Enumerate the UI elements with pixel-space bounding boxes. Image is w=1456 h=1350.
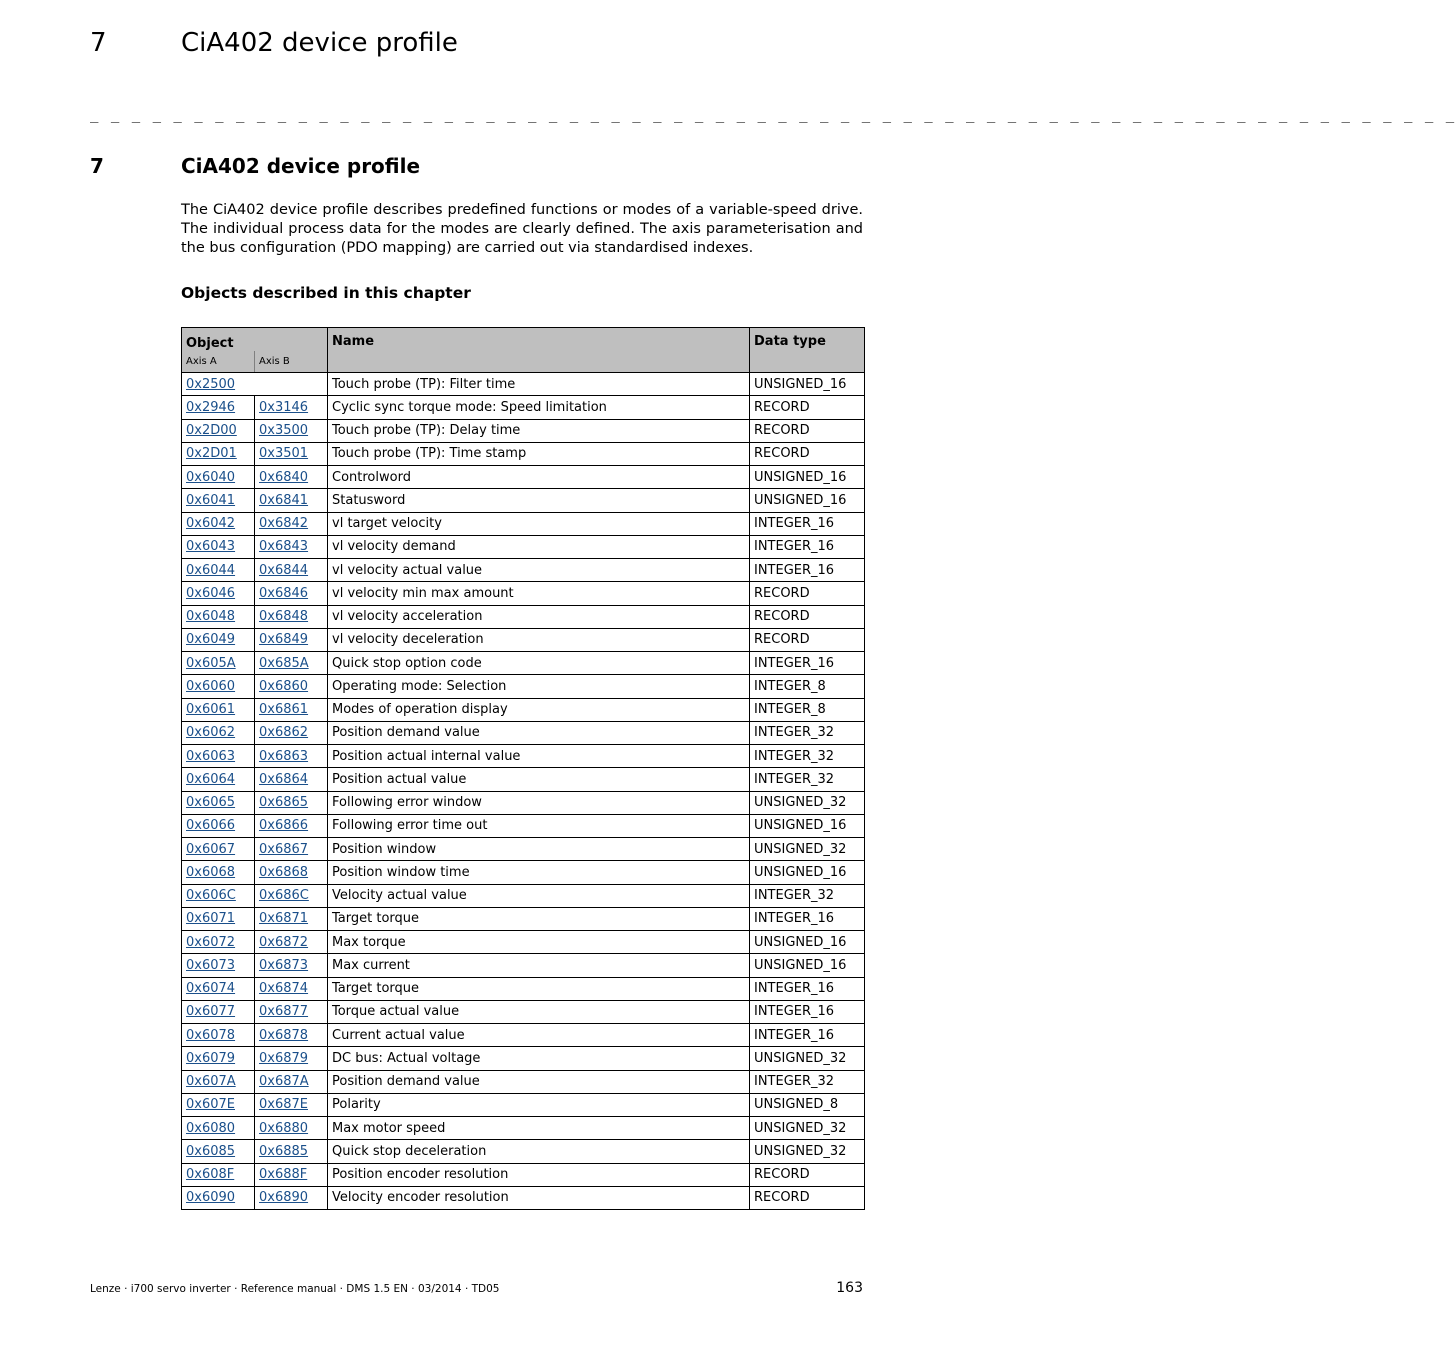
cell-axis-b-link[interactable]: 0x6860 <box>259 678 309 694</box>
cell-axis-a <box>182 1024 255 1047</box>
cell-axis-a-link[interactable]: 0x6042 <box>186 516 236 532</box>
cell-axis-a <box>182 861 255 884</box>
table-row <box>182 512 865 535</box>
cell-axis-b-link[interactable]: 0x3146 <box>259 399 309 415</box>
cell-axis-b <box>255 512 328 535</box>
intro-paragraph: The CiA402 device profile describes predefined functions or modes of a variable-speed drive. The individual process data for the modes are clearly defined. The axis parameterisation and the bus configuration (PDO mapping) are carried out via standardised indexes. <box>181 202 863 256</box>
cell-axis-a-link[interactable]: 0x2D00 <box>186 423 237 439</box>
cell-axis-b-link[interactable]: 0x6846 <box>259 585 309 601</box>
cell-axis-b <box>255 1140 328 1163</box>
cell-axis-a-link[interactable]: 0x607E <box>186 1097 235 1113</box>
cell-axis-a <box>182 535 255 558</box>
table-row <box>182 768 865 791</box>
cell-axis-b-link[interactable]: 0x6840 <box>259 469 309 485</box>
cell-axis-a <box>182 466 255 489</box>
cell-axis-a-link[interactable]: 0x6072 <box>186 934 236 950</box>
cell-axis-b <box>255 1117 328 1140</box>
cell-axis-a-link[interactable]: 0x6065 <box>186 795 236 811</box>
header-separator: _ _ _ _ _ _ _ _ _ _ _ _ _ _ _ _ _ _ _ _ _ _ _ _ _ _ _ _ _ _ _ _ _ _ _ _ _ _ _ _ _ _ _ _ _ _ _ _ _ _ _ _ _ _ _ _ _ _ _ _ _ _ _ _ _ _ <box>90 107 1456 123</box>
cell-name: vl velocity acceleration <box>328 605 750 628</box>
table-body <box>182 373 865 1210</box>
cell-axis-b-link[interactable]: 0x6879 <box>259 1050 309 1066</box>
table-row <box>182 489 865 512</box>
cell-axis-a-link[interactable]: 0x606C <box>186 888 236 904</box>
cell-name: Statusword <box>328 489 750 512</box>
table-row <box>182 559 865 582</box>
cell-data-type: UNSIGNED_32 <box>750 838 865 861</box>
cell-axis-b-link[interactable]: 0x6844 <box>259 562 309 578</box>
cell-data-type: UNSIGNED_16 <box>750 466 865 489</box>
cell-axis-a-link[interactable]: 0x6090 <box>186 1190 236 1206</box>
cell-axis-b-link[interactable]: 0x3500 <box>259 423 309 439</box>
cell-axis-b <box>255 931 328 954</box>
cell-data-type: UNSIGNED_16 <box>750 373 865 396</box>
cell-axis-a-link[interactable]: 0x2D01 <box>186 446 237 462</box>
table-row <box>182 652 865 675</box>
cell-axis-a-link[interactable]: 0x2500 <box>186 376 236 392</box>
table-row <box>182 838 865 861</box>
cell-data-type: UNSIGNED_32 <box>750 1047 865 1070</box>
table-row <box>182 791 865 814</box>
cell-name: Velocity encoder resolution <box>328 1186 750 1209</box>
cell-axis-b <box>255 582 328 605</box>
cell-axis-b-link[interactable]: 0x6872 <box>259 934 309 950</box>
cell-data-type: UNSIGNED_16 <box>750 861 865 884</box>
cell-axis-a <box>182 1047 255 1070</box>
table-row <box>182 745 865 768</box>
cell-axis-a <box>182 698 255 721</box>
cell-data-type: UNSIGNED_16 <box>750 489 865 512</box>
table-row <box>182 419 865 442</box>
cell-name: Position actual value <box>328 768 750 791</box>
cell-name: Position window <box>328 838 750 861</box>
cell-axis-b <box>255 675 328 698</box>
cell-data-type: INTEGER_16 <box>750 559 865 582</box>
cell-data-type: RECORD <box>750 605 865 628</box>
cell-axis-b <box>255 605 328 628</box>
cell-axis-b <box>255 628 328 651</box>
cell-data-type: RECORD <box>750 1163 865 1186</box>
cell-name: Target torque <box>328 907 750 930</box>
cell-axis-a <box>182 1093 255 1116</box>
cell-axis-a-link[interactable]: 0x6049 <box>186 632 236 648</box>
table-row <box>182 698 865 721</box>
table-row <box>182 373 865 396</box>
cell-axis-a-link[interactable]: 0x6044 <box>186 562 236 578</box>
cell-name: Modes of operation display <box>328 698 750 721</box>
cell-axis-b <box>255 535 328 558</box>
cell-axis-b-link[interactable]: 0x6866 <box>259 818 309 834</box>
cell-axis-b-link[interactable]: 0x6867 <box>259 841 309 857</box>
cell-data-type: INTEGER_8 <box>750 675 865 698</box>
cell-axis-a-link[interactable]: 0x6061 <box>186 702 236 718</box>
table-row <box>182 907 865 930</box>
cell-axis-b-link[interactable]: 0x687E <box>259 1097 308 1113</box>
cell-name: Position encoder resolution <box>328 1163 750 1186</box>
cell-data-type: UNSIGNED_16 <box>750 954 865 977</box>
cell-axis-b <box>255 559 328 582</box>
cell-name: vl velocity actual value <box>328 559 750 582</box>
cell-axis-a-link[interactable]: 0x6068 <box>186 864 236 880</box>
cell-axis-a-link[interactable]: 0x6066 <box>186 818 236 834</box>
table-row <box>182 605 865 628</box>
cell-axis-b <box>255 1000 328 1023</box>
cell-axis-b <box>255 838 328 861</box>
cell-name: Position demand value <box>328 721 750 744</box>
chapter-number: 7 <box>90 28 107 58</box>
cell-data-type: INTEGER_8 <box>750 698 865 721</box>
cell-axis-b <box>255 884 328 907</box>
cell-data-type: RECORD <box>750 1186 865 1209</box>
cell-axis-a <box>182 582 255 605</box>
cell-data-type: UNSIGNED_32 <box>750 1117 865 1140</box>
cell-axis-a <box>182 768 255 791</box>
cell-axis-b-link[interactable]: 0x6885 <box>259 1143 309 1159</box>
cell-axis-b-link[interactable]: 0x6849 <box>259 632 309 648</box>
table-row <box>182 628 865 651</box>
table-row <box>182 931 865 954</box>
table-row <box>182 1093 865 1116</box>
cell-axis-a-link[interactable]: 0x607A <box>186 1074 236 1090</box>
cell-axis-a <box>182 907 255 930</box>
header-axis-a: Axis A <box>182 351 255 373</box>
cell-axis-b <box>255 977 328 1000</box>
cell-axis-b-link[interactable]: 0x6864 <box>259 771 309 787</box>
cell-axis-a-link[interactable]: 0x6064 <box>186 771 236 787</box>
cell-data-type: INTEGER_16 <box>750 907 865 930</box>
cell-axis-b <box>255 791 328 814</box>
cell-axis-a-link[interactable]: 0x6071 <box>186 911 236 927</box>
cell-data-type: RECORD <box>750 582 865 605</box>
cell-data-type: UNSIGNED_16 <box>750 814 865 837</box>
cell-axis-b <box>255 652 328 675</box>
cell-axis-b-link[interactable]: 0x6877 <box>259 1004 309 1020</box>
cell-axis-b <box>255 721 328 744</box>
cell-data-type: RECORD <box>750 442 865 465</box>
cell-axis-b-link[interactable]: 0x6873 <box>259 957 309 973</box>
table-row <box>182 1163 865 1186</box>
cell-axis-b <box>255 814 328 837</box>
cell-axis-a-link[interactable]: 0x605A <box>186 655 236 671</box>
header-data-type: Data type <box>750 328 865 373</box>
cell-name: Cyclic sync torque mode: Speed limitation <box>328 396 750 419</box>
cell-name: Target torque <box>328 977 750 1000</box>
cell-axis-a <box>182 977 255 1000</box>
cell-axis-a <box>182 954 255 977</box>
cell-name: Max current <box>328 954 750 977</box>
cell-axis-a <box>182 419 255 442</box>
cell-axis-b-link[interactable]: 0x6863 <box>259 748 309 764</box>
cell-axis-a-link[interactable]: 0x608F <box>186 1167 235 1183</box>
table-row <box>182 675 865 698</box>
cell-axis-b <box>255 1047 328 1070</box>
cell-axis-a-link[interactable]: 0x6067 <box>186 841 236 857</box>
cell-name: Quick stop option code <box>328 652 750 675</box>
cell-name: Quick stop deceleration <box>328 1140 750 1163</box>
cell-data-type: UNSIGNED_8 <box>750 1093 865 1116</box>
cell-axis-a <box>182 512 255 535</box>
cell-axis-a <box>182 489 255 512</box>
cell-name: Velocity actual value <box>328 884 750 907</box>
cell-axis-b <box>255 768 328 791</box>
cell-axis-a-link[interactable]: 0x6043 <box>186 539 236 555</box>
cell-data-type: INTEGER_32 <box>750 884 865 907</box>
table-row <box>182 1000 865 1023</box>
cell-data-type: INTEGER_16 <box>750 535 865 558</box>
cell-name: Position actual internal value <box>328 745 750 768</box>
cell-axis-a <box>182 652 255 675</box>
cell-axis-a-link[interactable]: 0x6073 <box>186 957 236 973</box>
cell-axis-b-link[interactable]: 0x6861 <box>259 702 309 718</box>
table-row <box>182 861 865 884</box>
cell-axis-b <box>255 1186 328 1209</box>
cell-axis-a-link[interactable]: 0x6048 <box>186 609 236 625</box>
cell-name: Touch probe (TP): Filter time <box>328 373 750 396</box>
cell-data-type: INTEGER_32 <box>750 745 865 768</box>
cell-axis-b-link[interactable]: 0x687A <box>259 1074 309 1090</box>
table-row <box>182 582 865 605</box>
cell-axis-a <box>182 559 255 582</box>
cell-data-type: INTEGER_16 <box>750 1000 865 1023</box>
cell-axis-b-link[interactable]: 0x6841 <box>259 492 309 508</box>
subheading: Objects described in this chapter <box>181 284 471 302</box>
cell-axis-a-link[interactable]: 0x6041 <box>186 492 236 508</box>
cell-axis-a <box>182 628 255 651</box>
table-row <box>182 535 865 558</box>
cell-axis-b <box>255 489 328 512</box>
cell-data-type: RECORD <box>750 628 865 651</box>
section-title: CiA402 device profile <box>181 154 421 178</box>
cell-axis-b <box>255 1070 328 1093</box>
cell-axis-b <box>255 396 328 419</box>
cell-axis-b-link[interactable]: 0x6865 <box>259 795 309 811</box>
header-axis-b: Axis B <box>255 351 328 373</box>
cell-axis-b <box>255 954 328 977</box>
table-row <box>182 1070 865 1093</box>
table-row <box>182 1186 865 1209</box>
cell-axis-a <box>182 931 255 954</box>
cell-name: Max motor speed <box>328 1117 750 1140</box>
cell-axis-a-link[interactable]: 0x6080 <box>186 1120 236 1136</box>
cell-axis-b-link[interactable]: 0x6842 <box>259 516 309 532</box>
cell-axis-b-link[interactable]: 0x685A <box>259 655 309 671</box>
cell-axis-a-link[interactable]: 0x6077 <box>186 1004 236 1020</box>
cell-axis-a-link[interactable]: 0x6060 <box>186 678 236 694</box>
cell-axis-a-link[interactable]: 0x6063 <box>186 748 236 764</box>
cell-axis-b-link[interactable]: 0x6878 <box>259 1027 309 1043</box>
cell-axis-b-link[interactable]: 0x3501 <box>259 446 309 462</box>
table-row <box>182 396 865 419</box>
cell-data-type: INTEGER_16 <box>750 1024 865 1047</box>
cell-axis-a <box>182 745 255 768</box>
cell-name: Polarity <box>328 1093 750 1116</box>
cell-data-type: RECORD <box>750 419 865 442</box>
cell-axis-b <box>255 1024 328 1047</box>
objects-table <box>181 327 865 1210</box>
cell-data-type: UNSIGNED_32 <box>750 791 865 814</box>
cell-axis-b-link[interactable]: 0x6871 <box>259 911 309 927</box>
table-row <box>182 1047 865 1070</box>
cell-name: Touch probe (TP): Time stamp <box>328 442 750 465</box>
cell-name: Controlword <box>328 466 750 489</box>
cell-axis-b <box>255 745 328 768</box>
cell-name: Position demand value <box>328 1070 750 1093</box>
cell-axis-a <box>182 373 328 396</box>
table-row <box>182 814 865 837</box>
table-row <box>182 1140 865 1163</box>
cell-axis-a-link[interactable]: 0x6074 <box>186 981 236 997</box>
cell-name: Following error window <box>328 791 750 814</box>
cell-axis-a-link[interactable]: 0x6046 <box>186 585 236 601</box>
cell-axis-a <box>182 675 255 698</box>
cell-axis-b <box>255 907 328 930</box>
table-row <box>182 1024 865 1047</box>
table-row <box>182 721 865 744</box>
cell-data-type: INTEGER_32 <box>750 721 865 744</box>
cell-axis-b-link[interactable]: 0x686C <box>259 888 309 904</box>
cell-axis-b-link[interactable]: 0x688F <box>259 1167 308 1183</box>
cell-name: vl velocity min max amount <box>328 582 750 605</box>
cell-name: Torque actual value <box>328 1000 750 1023</box>
cell-name: Following error time out <box>328 814 750 837</box>
cell-axis-a-link[interactable]: 0x6040 <box>186 469 236 485</box>
cell-data-type: INTEGER_32 <box>750 1070 865 1093</box>
section-number: 7 <box>90 154 104 178</box>
cell-axis-a-link[interactable]: 0x2946 <box>186 399 236 415</box>
cell-name: Current actual value <box>328 1024 750 1047</box>
cell-data-type: RECORD <box>750 396 865 419</box>
cell-name: vl velocity deceleration <box>328 628 750 651</box>
cell-axis-a <box>182 1140 255 1163</box>
cell-name: Position window time <box>328 861 750 884</box>
cell-name: Max torque <box>328 931 750 954</box>
cell-axis-a <box>182 884 255 907</box>
cell-axis-b <box>255 419 328 442</box>
cell-name: vl velocity demand <box>328 535 750 558</box>
cell-name: Touch probe (TP): Delay time <box>328 419 750 442</box>
cell-axis-b-link[interactable]: 0x6848 <box>259 609 309 625</box>
cell-axis-a <box>182 1117 255 1140</box>
cell-axis-b-link[interactable]: 0x6880 <box>259 1120 309 1136</box>
cell-data-type: INTEGER_16 <box>750 977 865 1000</box>
cell-axis-a <box>182 605 255 628</box>
cell-name: vl target velocity <box>328 512 750 535</box>
table-row <box>182 977 865 1000</box>
table-row <box>182 466 865 489</box>
cell-axis-b-link[interactable]: 0x6868 <box>259 864 309 880</box>
cell-axis-b-link[interactable]: 0x6874 <box>259 981 309 997</box>
page-number: 163 <box>836 1280 863 1296</box>
cell-name: Operating mode: Selection <box>328 675 750 698</box>
cell-axis-b-link[interactable]: 0x6843 <box>259 539 309 555</box>
cell-axis-a <box>182 442 255 465</box>
table-row <box>182 1117 865 1140</box>
cell-axis-b <box>255 1093 328 1116</box>
cell-axis-b <box>255 861 328 884</box>
cell-data-type: UNSIGNED_32 <box>750 1140 865 1163</box>
cell-axis-a-link[interactable]: 0x6062 <box>186 725 236 741</box>
table-row <box>182 884 865 907</box>
cell-axis-b <box>255 442 328 465</box>
cell-data-type: INTEGER_32 <box>750 768 865 791</box>
cell-axis-a <box>182 1000 255 1023</box>
header-object: Object <box>182 328 328 352</box>
cell-axis-b <box>255 1163 328 1186</box>
cell-data-type: INTEGER_16 <box>750 652 865 675</box>
cell-axis-a <box>182 1163 255 1186</box>
cell-axis-b-link[interactable]: 0x6890 <box>259 1190 309 1206</box>
cell-axis-a <box>182 814 255 837</box>
cell-axis-b <box>255 698 328 721</box>
cell-axis-a-link[interactable]: 0x6085 <box>186 1143 236 1159</box>
cell-axis-a <box>182 1186 255 1209</box>
table-row <box>182 954 865 977</box>
cell-axis-a-link[interactable]: 0x6079 <box>186 1050 236 1066</box>
footer-text: Lenze · i700 servo inverter · Reference manual · DMS 1.5 EN · 03/2014 · TD05 <box>90 1283 500 1295</box>
cell-name: DC bus: Actual voltage <box>328 1047 750 1070</box>
cell-data-type: UNSIGNED_16 <box>750 931 865 954</box>
cell-data-type: INTEGER_16 <box>750 512 865 535</box>
table-row <box>182 442 865 465</box>
cell-axis-b <box>255 466 328 489</box>
cell-axis-a <box>182 1070 255 1093</box>
cell-axis-b-link[interactable]: 0x6862 <box>259 725 309 741</box>
cell-axis-a <box>182 396 255 419</box>
chapter-title: CiA402 device profile <box>181 28 458 58</box>
cell-axis-a <box>182 721 255 744</box>
cell-axis-a-link[interactable]: 0x6078 <box>186 1027 236 1043</box>
cell-axis-a <box>182 838 255 861</box>
header-name: Name <box>328 328 750 373</box>
cell-axis-a <box>182 791 255 814</box>
